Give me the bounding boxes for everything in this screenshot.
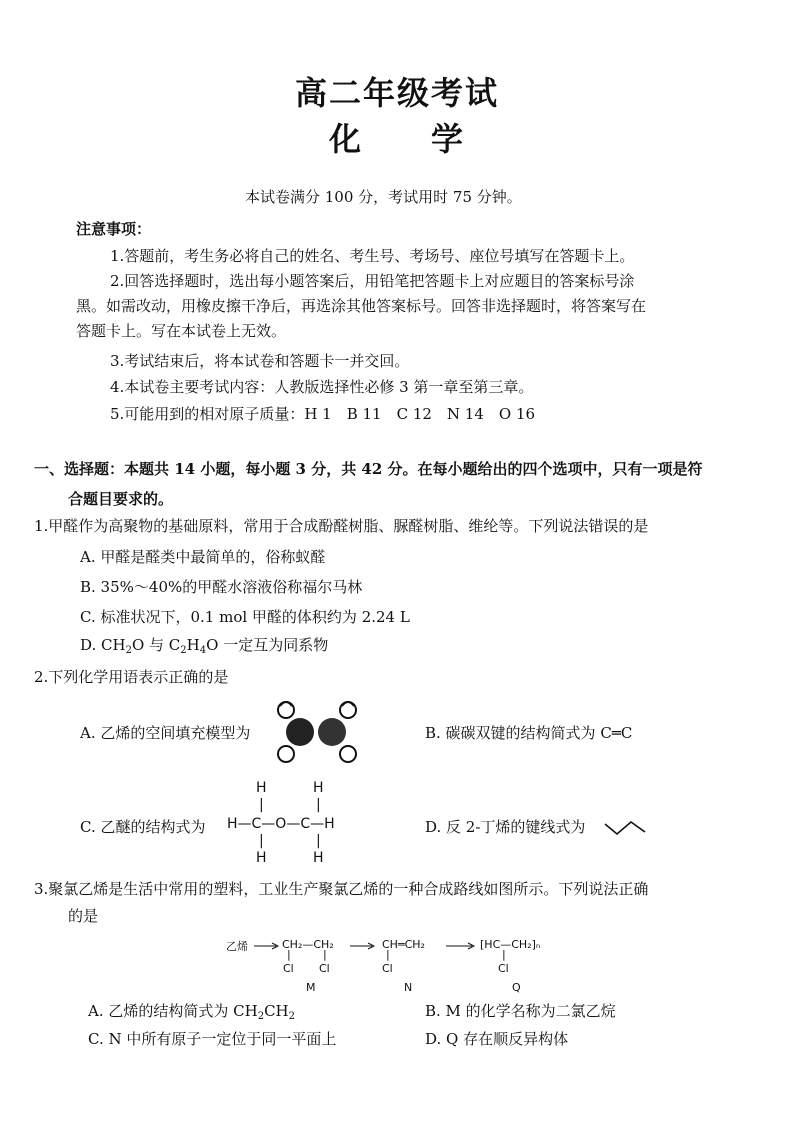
q3-stem-line-2: 的是 [68,907,99,925]
q3-option-d: D. Q 存在顺反异构体 [425,1030,569,1048]
notice-item-2-line-3: 答题卡上。写在本试卷上无效。 [76,322,287,340]
route-m-cl-2: Cl [319,962,330,975]
q2-option-a: A. 乙烯的空间填充模型为 [80,724,251,742]
route-label-n: N [404,981,413,994]
notice-item-5: 5.可能用到的相对原子质量：H 1 B 11 C 12 N 14 O 16 [110,405,536,423]
ether-structural-formula: H—C—O—C—H [227,816,335,832]
route-ethylene: 乙烯 [226,940,248,953]
q1-option-c: C. 标准状况下，0.1 mol 甲醛的体积约为 2.24 L [80,608,410,626]
section-1-heading-line-2: 合题目要求的。 [68,490,174,508]
struct-h-bottom-left: H [256,850,267,866]
q2-option-b: B. 碳碳双键的结构简式为 C═C [425,724,633,742]
route-m-cl-1: Cl [283,962,294,975]
route-q-cl: Cl [498,962,509,975]
bond-n: | [386,948,390,961]
route-compound-m: CH₂—CH₂ [282,938,334,951]
struct-h-top-left: H [256,780,267,796]
arrow-right-icon [254,942,280,950]
ethylene-space-filling-model-icon [272,692,362,768]
q1-option-b: B. 35%～40%的甲醛水溶液俗称福尔马林 [80,578,363,596]
notice-item-3: 3.考试结束后，将本试卷和答题卡一并交回。 [110,352,410,370]
section-1-heading-line-1: 一、选择题：本题共 14 小题，每小题 3 分，共 42 分。在每小题给出的四个选项中，只有一项是符 [34,460,703,478]
q3-option-a: A. 乙烯的结构简式为 $CH_2CH_2$ [88,1002,296,1022]
q1-option-d: D. $CH_2O$ 与 $C_2H_4O$ 一定互为同系物 [80,636,329,656]
notice-item-4: 4.本试卷主要考试内容：人教版选择性必修 3 第一章至第三章。 [110,378,534,396]
route-label-q: Q [512,981,521,994]
bond-q: | [502,948,506,961]
subject-title: 化 学 [328,120,465,158]
arrow-right-icon [350,942,376,950]
struct-bond-top-left: | [259,797,264,813]
trans-2-butene-skeletal-formula-icon [603,818,647,838]
bond-m-2: | [323,948,327,961]
notice-item-2-line-1: 2.回答选择题时，选出每小题答案后，用铅笔把答题卡上对应题目的答案标号涂 [110,272,635,290]
q3-option-c: C. N 中所有原子一定位于同一平面上 [88,1030,337,1048]
struct-bond-bottom-right: | [316,833,321,849]
q2-option-c: C. 乙醚的结构式为 [80,818,206,836]
struct-bond-bottom-left: | [259,833,264,849]
q2-stem: 2.下列化学用语表示正确的是 [34,668,229,686]
q3-stem-line-1: 3.聚氯乙烯是生活中常用的塑料，工业生产聚氯乙烯的一种合成路线如图所示。下列说法正确 [34,880,649,898]
route-compound-n: CH═CH₂ [382,938,425,951]
exam-subtitle: 本试卷满分 100 分，考试用时 75 分钟。 [245,188,522,206]
q2-option-d: D. 反 2-丁烯的键线式为 [425,818,586,836]
route-compound-q: [HC—CH₂]ₙ [480,938,541,951]
q3-option-b: B. M 的化学名称为二氯乙烷 [425,1002,616,1020]
q1-stem: 1.甲醛作为高聚物的基础原料，常用于合成酚醛树脂、脲醛树脂、维纶等。下列说法错误的是 [34,517,649,535]
notice-item-2-line-2: 黑。如需改动，用橡皮擦干净后，再选涂其他答案标号。回答非选择题时，将答案写在 [76,297,647,315]
struct-bond-top-right: | [316,797,321,813]
struct-h-top-right: H [313,780,324,796]
route-n-cl: Cl [382,962,393,975]
struct-h-bottom-right: H [313,850,324,866]
bond-m-1: | [287,948,291,961]
notice-item-1: 1.答题前，考生务必将自己的姓名、考生号、考场号、座位号填写在答题卡上。 [110,247,635,265]
q1-option-a: A. 甲醛是醛类中最简单的，俗称蚁醛 [80,548,326,566]
exam-title: 高二年级考试 [294,74,499,112]
notice-heading: 注意事项： [76,220,152,238]
route-label-m: M [306,981,316,994]
arrow-right-icon [446,942,476,950]
